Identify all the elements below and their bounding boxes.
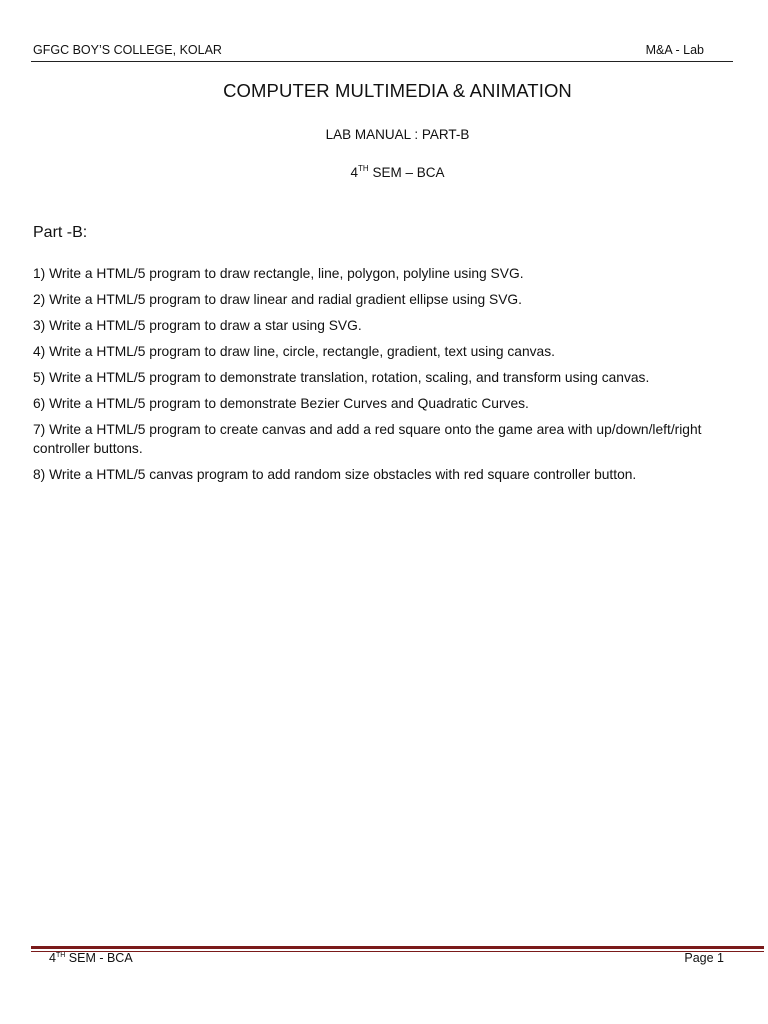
- footer-semester: [49, 951, 133, 965]
- header-divider: [31, 61, 733, 62]
- list-item: 8) Write a HTML/5 canvas program to add random size obstacles with red square controller button.: [33, 467, 637, 482]
- list-item: 2) Write a HTML/5 program to draw linear and radial gradient ellipse using SVG.: [33, 292, 522, 307]
- footer-semester-suffix: TH: [55, 952, 66, 959]
- document-subtitle: LAB MANUAL : PART-B: [325, 127, 470, 142]
- list-item: 3) Write a HTML/5 program to draw a star using SVG.: [33, 318, 362, 333]
- list-item: 6) Write a HTML/5 program to demonstrate Bezier Curves and Quadratic Curves.: [33, 396, 529, 411]
- header-college-name: GFGC BOY’S COLLEGE, KOLAR: [33, 43, 222, 57]
- task-list: [33, 264, 738, 491]
- part-heading: Part -B:: [33, 224, 88, 241]
- page-footer: [49, 951, 724, 967]
- semester-text: SEM – BCA: [368, 165, 445, 180]
- list-item: 1) Write a HTML/5 program to draw rectangle, line, polygon, polyline using SVG.: [33, 266, 524, 281]
- list-item: 7) Write a HTML/5 program to create canvas and add a red square onto the game area with up/down/left/right controller buttons.: [33, 422, 702, 456]
- header-lab-name: M&A - Lab: [645, 43, 704, 57]
- semester-suffix: TH: [358, 164, 369, 173]
- page-header: [33, 43, 704, 59]
- list-item: 4) Write a HTML/5 program to draw line, circle, rectangle, gradient, text using canvas.: [33, 344, 555, 359]
- page-number: Page 1: [684, 951, 724, 965]
- footer-semester-text: SEM - BCA: [65, 951, 133, 965]
- footer-divider-thick: [31, 946, 764, 949]
- footer-semester-number: 4: [49, 951, 56, 965]
- document-title: COMPUTER MULTIMEDIA & ANIMATION: [223, 80, 572, 101]
- semester-number: 4: [350, 165, 359, 180]
- list-item: 5) Write a HTML/5 program to demonstrate translation, rotation, scaling, and transform using canvas.: [33, 370, 650, 385]
- semester-line: [0, 165, 768, 180]
